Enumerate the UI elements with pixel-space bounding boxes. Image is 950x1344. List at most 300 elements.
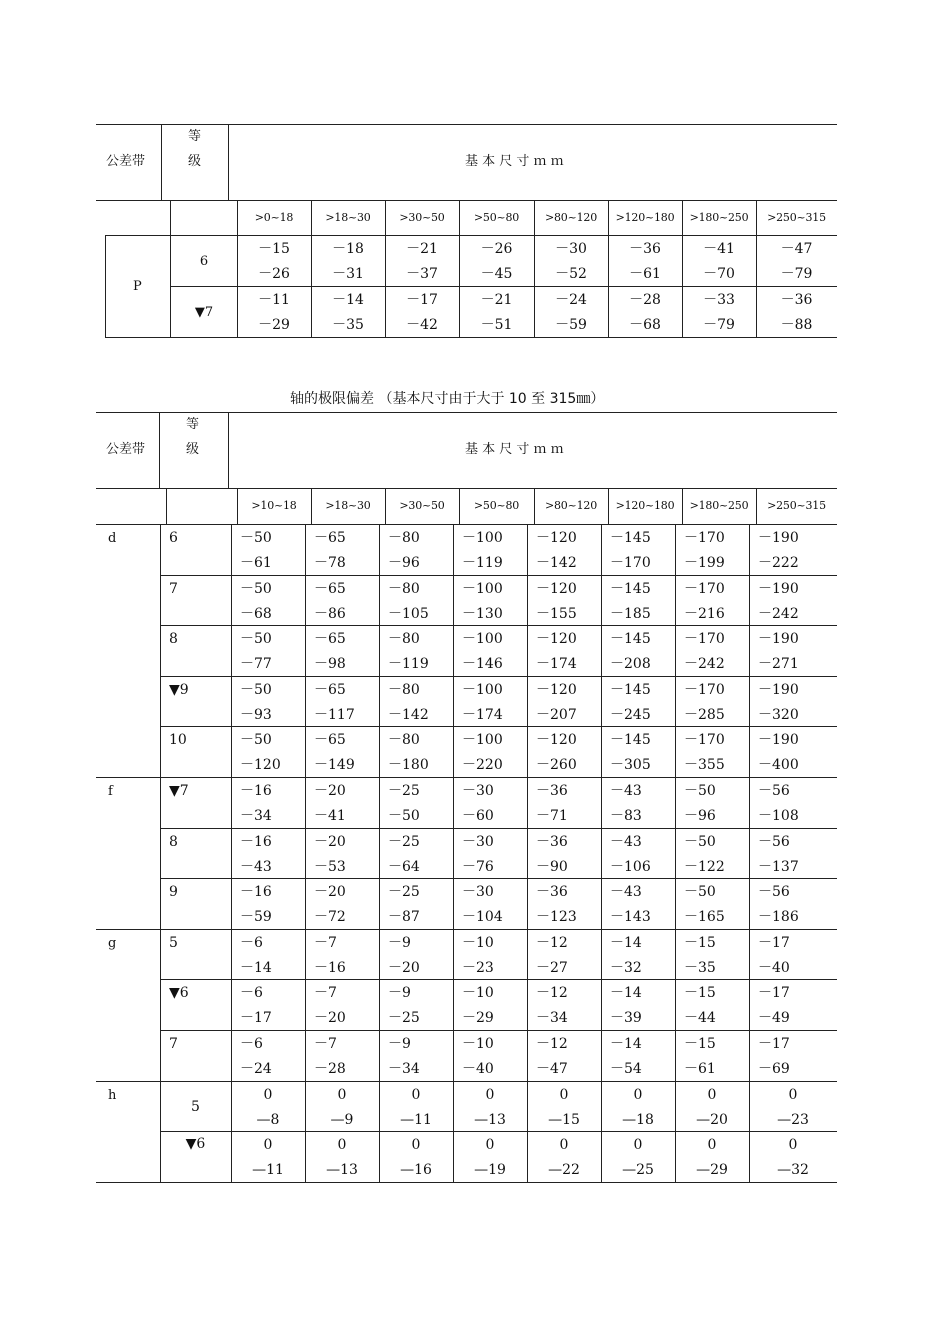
deviation-upper: －56 [758,884,790,901]
deviation-lower: －44 [684,1010,716,1027]
deviation-lower: －86 [314,605,346,622]
deviation-upper: －65 [314,732,346,749]
deviation-upper: －190 [758,732,799,749]
grade-label: 6 [169,530,178,546]
rule-line [96,524,837,525]
size-range-header: >50~80 [473,211,520,224]
deviation-upper: －36 [536,833,568,850]
grade-label: ▼7 [194,305,214,320]
rule-line [96,488,837,489]
deviation-lower: －106 [610,858,651,875]
column-rule [527,524,528,777]
column-rule [105,235,106,337]
deviation-lower: －79 [703,317,735,333]
header-tolerance-band: 公差带 [106,154,146,169]
deviation-upper: －100 [462,580,503,597]
deviation-lower: —22 [548,1162,580,1179]
deviation-upper: 0 [707,1137,717,1154]
deviation-lower: －17 [240,1010,272,1027]
deviation-upper: －145 [610,580,651,597]
column-rule [749,777,750,929]
rule-line [160,575,837,576]
deviation-lower: －216 [684,605,725,622]
rule-line [160,676,837,677]
deviation-lower: －54 [610,1061,642,1077]
rule-line [96,1081,837,1082]
tolerance-band-label: g [108,935,117,951]
column-rule [160,929,161,1081]
deviation-upper: －14 [610,1036,642,1052]
column-rule [379,1081,380,1182]
deviation-upper: －10 [462,934,494,951]
rule-line [160,726,837,727]
deviation-lower: －72 [314,909,346,926]
header-basic-size: 基 本 尺 寸 ｍ ｍ [465,442,564,457]
deviation-upper: －145 [610,732,651,749]
deviation-upper: －16 [240,833,272,850]
deviation-upper: －80 [388,580,420,597]
rule-line [96,1182,837,1183]
deviation-upper: －47 [780,241,813,257]
deviation-upper: －170 [684,580,725,597]
deviation-upper: －12 [536,934,568,951]
column-rule [675,929,676,1081]
deviation-upper: －170 [684,732,725,749]
size-range-header: >250~315 [767,211,826,224]
deviation-upper: －9 [388,1036,411,1052]
deviation-lower: －61 [240,555,272,571]
deviation-lower: －222 [758,555,799,571]
deviation-lower: －137 [758,858,799,875]
deviation-lower: —13 [326,1162,358,1179]
deviation-upper: －41 [703,241,735,257]
deviation-upper: －24 [555,292,587,308]
rule-line [160,1131,837,1132]
deviation-lower: －186 [758,909,799,926]
deviation-upper: －50 [240,631,272,648]
size-range-header: >0~18 [254,211,294,224]
deviation-upper: －120 [536,681,577,698]
deviation-lower: －98 [314,656,346,673]
deviation-upper: －20 [314,884,346,901]
deviation-lower: －37 [406,266,438,282]
deviation-upper: －18 [332,241,364,257]
column-rule [305,929,306,1081]
deviation-upper: －80 [388,631,420,648]
column-rule [675,1081,676,1182]
deviation-lower: －305 [610,757,651,774]
deviation-lower: －76 [462,858,494,875]
deviation-lower: －120 [240,757,281,774]
deviation-lower: －16 [314,959,346,976]
size-range-header: >50~80 [473,499,520,512]
deviation-lower: －53 [314,858,346,875]
deviation-lower: －105 [388,605,429,622]
deviation-lower: —20 [696,1111,728,1128]
deviation-upper: －170 [684,530,725,546]
deviation-lower: －165 [684,909,725,926]
deviation-lower: －42 [406,317,438,333]
deviation-upper: －100 [462,530,503,546]
deviation-upper: －56 [758,833,790,850]
deviation-lower: －32 [610,959,642,976]
rule-line [105,337,837,338]
deviation-upper: －100 [462,732,503,749]
deviation-upper: －145 [610,631,651,648]
deviation-upper: 0 [411,1086,421,1103]
deviation-lower: －400 [758,757,799,774]
deviation-upper: －80 [388,681,420,698]
size-range-header: >180~250 [689,211,749,224]
deviation-upper: －30 [462,783,494,799]
deviation-lower: －143 [610,909,651,926]
tolerance-band-label: f [108,784,113,799]
rule-line [160,878,837,879]
size-range-header: >80~120 [544,211,598,224]
column-rule [601,524,602,777]
deviation-upper: －17 [758,985,790,1002]
deviation-lower: —9 [330,1111,354,1128]
deviation-upper: －145 [610,681,651,698]
deviation-lower: —19 [474,1162,506,1179]
size-range-header: >80~120 [544,499,598,512]
deviation-upper: －26 [480,241,513,257]
deviation-lower: －41 [314,808,346,824]
shaft-table-caption: 轴的极限偏差 （基本尺寸由于大于 10 至 315㎜） [290,391,605,407]
header-grade: 级 [188,154,202,169]
deviation-upper: －190 [758,530,799,546]
deviation-lower: －142 [388,706,429,723]
deviation-lower: －61 [684,1061,716,1077]
deviation-upper: －17 [758,934,790,951]
deviation-lower: —16 [400,1162,432,1179]
column-rule [231,777,232,929]
deviation-upper: －170 [684,681,725,698]
deviation-lower: －207 [536,706,577,723]
deviation-upper: －17 [406,292,438,308]
rule-line [105,235,837,236]
deviation-upper: －120 [536,530,577,546]
deviation-upper: －21 [480,292,513,308]
deviation-upper: －120 [536,732,577,749]
deviation-lower: －69 [758,1061,790,1077]
deviation-upper: 0 [263,1086,273,1103]
column-rule [453,1081,454,1182]
rule-line [96,200,837,201]
deviation-lower: －64 [388,858,420,875]
deviation-upper: －6 [240,985,263,1002]
deviation-lower: －355 [684,757,725,774]
column-rule [601,777,602,929]
rule-line [96,412,837,413]
deviation-lower: －220 [462,757,503,774]
deviation-upper: －14 [332,292,364,308]
deviation-upper: 0 [485,1137,495,1154]
size-range-header: >120~180 [615,499,675,512]
deviation-upper: －36 [780,292,813,308]
deviation-upper: －7 [314,934,337,951]
deviation-lower: －35 [684,959,716,976]
deviation-upper: 0 [263,1137,273,1154]
deviation-upper: 0 [788,1086,798,1103]
grade-label: 8 [169,631,178,648]
grade-label: 6 [199,254,209,269]
deviation-lower: －61 [629,266,661,282]
deviation-lower: －29 [462,1010,494,1027]
deviation-lower: －199 [684,555,725,571]
deviation-lower: —8 [256,1111,280,1128]
deviation-upper: 0 [559,1137,569,1154]
deviation-lower: －34 [536,1010,568,1027]
deviation-upper: －50 [240,681,272,698]
deviation-upper: －6 [240,1036,263,1052]
deviation-lower: －130 [462,605,503,622]
deviation-lower: —32 [777,1162,809,1179]
deviation-upper: －50 [684,783,716,799]
deviation-lower: －77 [240,656,272,673]
deviation-lower: －23 [462,959,494,976]
deviation-upper: －43 [610,884,642,901]
deviation-lower: －108 [758,808,799,824]
deviation-lower: －20 [388,959,420,976]
size-range-header: >30~50 [399,499,445,512]
deviation-upper: －80 [388,530,420,546]
column-rule [161,124,162,200]
column-rule [675,777,676,929]
deviation-upper: －190 [758,631,799,648]
deviation-lower: －26 [258,266,290,282]
deviation-lower: －71 [536,808,568,824]
deviation-lower: －59 [240,909,272,926]
grade-label: 5 [169,934,178,951]
rule-line [170,286,837,287]
deviation-upper: －36 [536,884,568,901]
deviation-upper: －120 [536,631,577,648]
deviation-lower: －51 [480,317,513,333]
grade-label: 7 [169,1036,178,1052]
column-rule [601,1081,602,1182]
deviation-upper: －10 [462,1036,494,1052]
deviation-upper: －36 [629,241,661,257]
deviation-lower: －174 [462,706,503,723]
deviation-lower: —18 [622,1111,654,1128]
deviation-upper: －50 [684,833,716,850]
header-grade: 等 [188,129,202,144]
column-rule [749,524,750,777]
deviation-upper: 0 [633,1137,643,1154]
deviation-lower: －43 [240,858,272,875]
deviation-lower: —25 [622,1162,654,1179]
column-rule [159,412,160,488]
deviation-lower: －52 [555,266,587,282]
deviation-lower: －34 [388,1061,420,1077]
rule-line [96,929,837,930]
header-tolerance-band: 公差带 [106,442,146,457]
grade-label: 5 [191,1098,200,1115]
size-range-header: >120~180 [615,211,675,224]
grade-label: ▼6 [185,1136,206,1153]
deviation-upper: －21 [406,241,438,257]
column-rule [305,777,306,929]
rule-line [160,1030,837,1031]
deviation-lower: －149 [314,757,355,774]
deviation-lower: －29 [258,317,290,333]
column-rule [601,929,602,1081]
column-rule [305,524,306,777]
deviation-upper: －15 [684,934,716,951]
deviation-upper: －100 [462,631,503,648]
size-range-header: >18~30 [325,211,371,224]
header-grade: 等 [186,417,200,432]
deviation-upper: 0 [707,1086,717,1103]
deviation-upper: －50 [684,884,716,901]
deviation-lower: －320 [758,706,799,723]
deviation-lower: －70 [703,266,735,282]
deviation-upper: －145 [610,530,651,546]
deviation-lower: －50 [388,808,420,824]
deviation-upper: －9 [388,985,411,1002]
column-rule [379,777,380,929]
deviation-upper: 0 [337,1137,347,1154]
column-rule [527,777,528,929]
deviation-lower: －208 [610,656,651,673]
column-rule [305,1081,306,1182]
deviation-lower: －25 [388,1010,420,1027]
deviation-lower: －117 [314,706,355,723]
grade-label: 10 [169,732,187,749]
deviation-lower: －119 [462,555,503,571]
deviation-lower: －60 [462,808,494,824]
tolerance-band-label: h [108,1087,117,1103]
deviation-lower: －245 [610,706,651,723]
deviation-upper: －16 [240,783,272,799]
deviation-upper: －120 [536,580,577,597]
deviation-upper: －25 [388,884,420,901]
size-range-header: >180~250 [689,499,749,512]
deviation-upper: 0 [485,1086,495,1103]
deviation-lower: －79 [780,266,813,282]
deviation-lower: —23 [777,1111,809,1128]
deviation-upper: －190 [758,580,799,597]
deviation-upper: －7 [314,985,337,1002]
deviation-lower: －185 [610,605,651,622]
deviation-upper: －100 [462,681,503,698]
deviation-lower: －68 [629,317,661,333]
rule-line [96,777,837,778]
column-rule [166,488,167,524]
deviation-lower: －59 [555,317,587,333]
deviation-lower: －34 [240,808,272,824]
deviation-lower: －155 [536,605,577,622]
deviation-lower: －88 [780,317,813,333]
column-rule [231,1081,232,1182]
deviation-upper: －56 [758,783,790,799]
column-rule [231,524,232,777]
deviation-upper: －80 [388,732,420,749]
size-range-header: >10~18 [251,499,297,512]
deviation-upper: －43 [610,833,642,850]
deviation-lower: －119 [388,656,429,673]
deviation-upper: 0 [411,1137,421,1154]
tolerance-band-label: P [133,279,142,294]
deviation-lower: －24 [240,1061,272,1077]
size-range-header: >18~30 [325,499,371,512]
column-rule [379,929,380,1081]
deviation-lower: －40 [758,959,790,976]
deviation-upper: －43 [610,783,642,799]
deviation-lower: －170 [610,555,651,571]
column-rule [527,929,528,1081]
column-rule [749,929,750,1081]
rule-line [160,828,837,829]
deviation-upper: －36 [536,783,568,799]
deviation-lower: －78 [314,555,346,571]
deviation-upper: 0 [337,1086,347,1103]
rule-line [160,625,837,626]
column-rule [749,1081,750,1182]
deviation-upper: －33 [703,292,735,308]
column-rule [527,1081,528,1182]
deviation-lower: －40 [462,1061,494,1077]
column-rule [453,777,454,929]
deviation-lower: －35 [332,317,364,333]
deviation-lower: －180 [388,757,429,774]
deviation-upper: －17 [758,1036,790,1052]
deviation-upper: －30 [462,884,494,901]
deviation-upper: －65 [314,580,346,597]
deviation-lower: －49 [758,1010,790,1027]
deviation-lower: －90 [536,858,568,875]
deviation-upper: －30 [555,241,587,257]
column-rule [231,929,232,1081]
deviation-lower: －87 [388,909,420,926]
deviation-upper: 0 [559,1086,569,1103]
rule-line [96,124,837,125]
deviation-lower: －68 [240,605,272,622]
column-rule [675,524,676,777]
deviation-upper: －12 [536,985,568,1002]
deviation-lower: —11 [400,1111,432,1128]
column-rule [379,524,380,777]
deviation-lower: －122 [684,858,725,875]
deviation-lower: －142 [536,555,577,571]
deviation-upper: －15 [684,985,716,1002]
deviation-upper: －25 [388,783,420,799]
column-rule [228,412,229,488]
deviation-upper: －16 [240,884,272,901]
deviation-upper: －20 [314,783,346,799]
deviation-lower: －242 [684,656,725,673]
deviation-lower: －39 [610,1010,642,1027]
deviation-lower: －146 [462,656,503,673]
column-rule [453,929,454,1081]
deviation-lower: －271 [758,656,799,673]
deviation-upper: 0 [788,1137,798,1154]
grade-label: 8 [169,833,178,850]
column-rule [453,524,454,777]
deviation-upper: －30 [462,833,494,850]
deviation-lower: －31 [332,266,364,282]
deviation-lower: －14 [240,959,272,976]
deviation-upper: －12 [536,1036,568,1052]
column-rule [228,124,229,200]
deviation-lower: －96 [684,808,716,824]
deviation-upper: －65 [314,681,346,698]
deviation-lower: －28 [314,1061,346,1077]
header-basic-size: 基 本 尺 寸 ｍ ｍ [465,154,564,169]
deviation-upper: －25 [388,833,420,850]
deviation-upper: －50 [240,530,272,546]
